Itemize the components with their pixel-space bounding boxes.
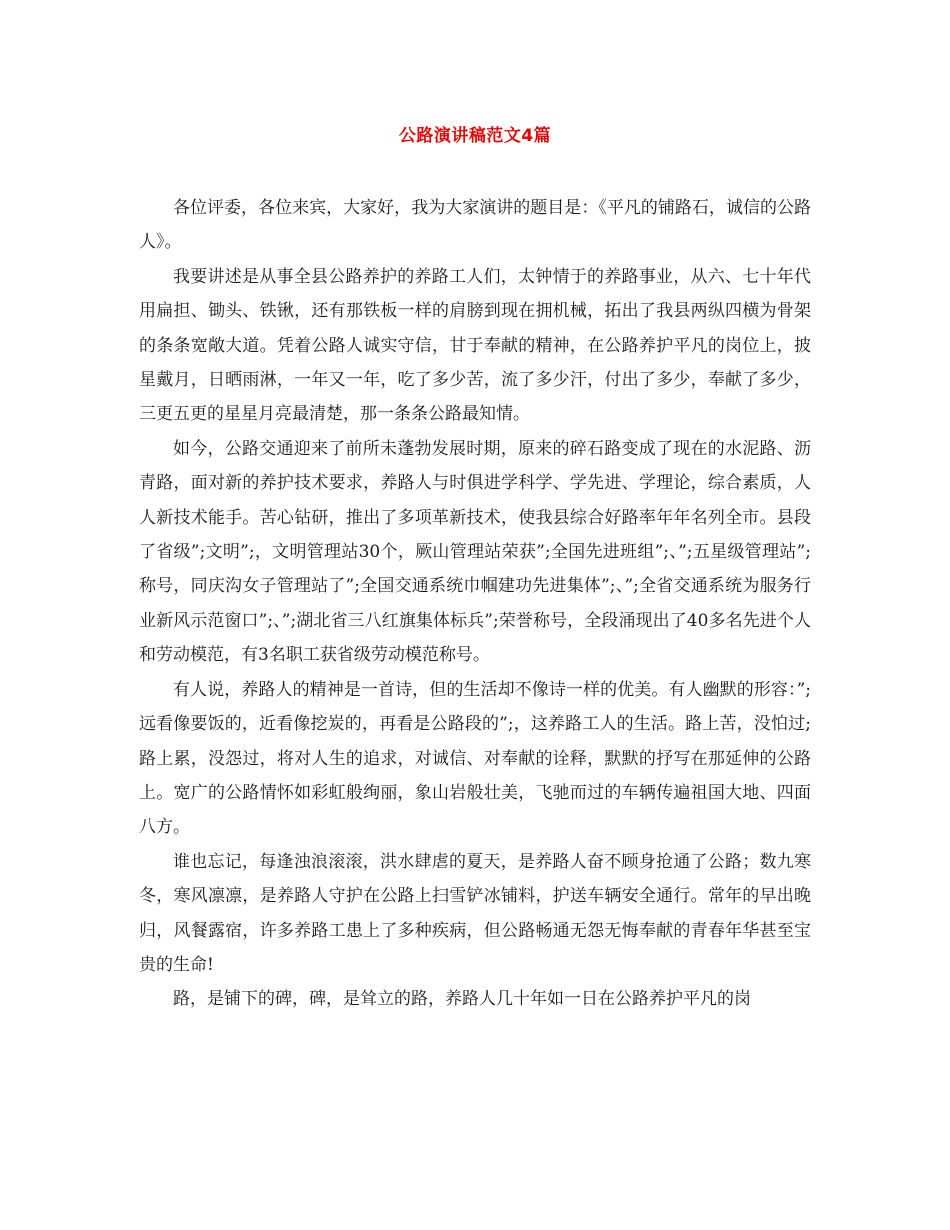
- paragraph: 我要讲述是从事全县公路养护的养路工人们，太钟情于的养路事业，从六、七十年代用扁担、锄头、铁锹，还有那铁板一样的肩膀到现在拥机械，拓出了我县两纵四横为骨架的条条宽敞大道。凭着公路人诚实守信，甘于奉献的精神，在公路养护平凡的岗位上，披星戴月，日晒雨淋，一年又一年，吃了多少苦，流了多少汗，付出了多少，奉献了多少，三更五更的星星月亮最清楚，那一条条公路最知情。: [139, 266, 811, 425]
- paragraph: 谁也忘记，每逢浊浪滚滚，洪水肆虐的夏天，是养路人奋不顾身抢通了公路；数九寒冬，寒风凛凛，是养路人守护在公路上扫雪铲冰铺料，护送车辆安全通行。常年的早出晚归，风餐露宿，许多养路工患上了多种疾病，但公路畅通无怨无悔奉献的青春年华甚至宝贵的生命!: [139, 851, 811, 975]
- document-body: [139, 191, 811, 1017]
- paragraph: 路，是铺下的碑，碑，是耸立的路，养路人几十年如一日在公路养护平凡的岗: [173, 989, 751, 1010]
- paragraph: 有人说，养路人的精神是一首诗，但的生活却不像诗一样的优美。有人幽默的形容：”;远看像要饭的，近看像挖炭的，再看是公路段的”;，这养路工人的生活。路上苦，没怕过;路上累，没怨过，将对人生的追求，对诚信、对奉献的诠释，默默的抒写在那延伸的公路上。宽广的公路情怀如彩虹般绚丽，象山岩般壮美，飞驰而过的车辆传遍祖国大地、四面八方。: [139, 679, 811, 838]
- document-title: 公路演讲稿范文4篇: [398, 126, 552, 146]
- paragraph: 各位评委，各位来宾，大家好，我为大家演讲的题目是：《平凡的铺路石，诚信的公路人》。: [139, 198, 811, 253]
- paragraph: 如今，公路交通迎来了前所未蓬勃发展时期，原来的碎石路变成了现在的水泥路、沥青路，面对新的养护技术要求，养路人与时俱进学科学、学先进、学理论，综合素质，人人新技术能手。苦心钻研，推出了多项革新技术，使我县综合好路率年年名列全市。县段了省级”;文明”;，文明管理站30个，厥山管理站荣获”;全国先进班组”;、”;五星级管理站”;称号，同庆沟女子管理站了”;全国交通系统巾帼建功先进集体”;、”;全省交通系统为服务行业新风示范窗口”;、”;湖北省三八红旗集体标兵”;荣誉称号，全段涌现出了40多名先进个人和劳动模范，有3名职工获省级劳动模范称号。: [139, 438, 811, 666]
